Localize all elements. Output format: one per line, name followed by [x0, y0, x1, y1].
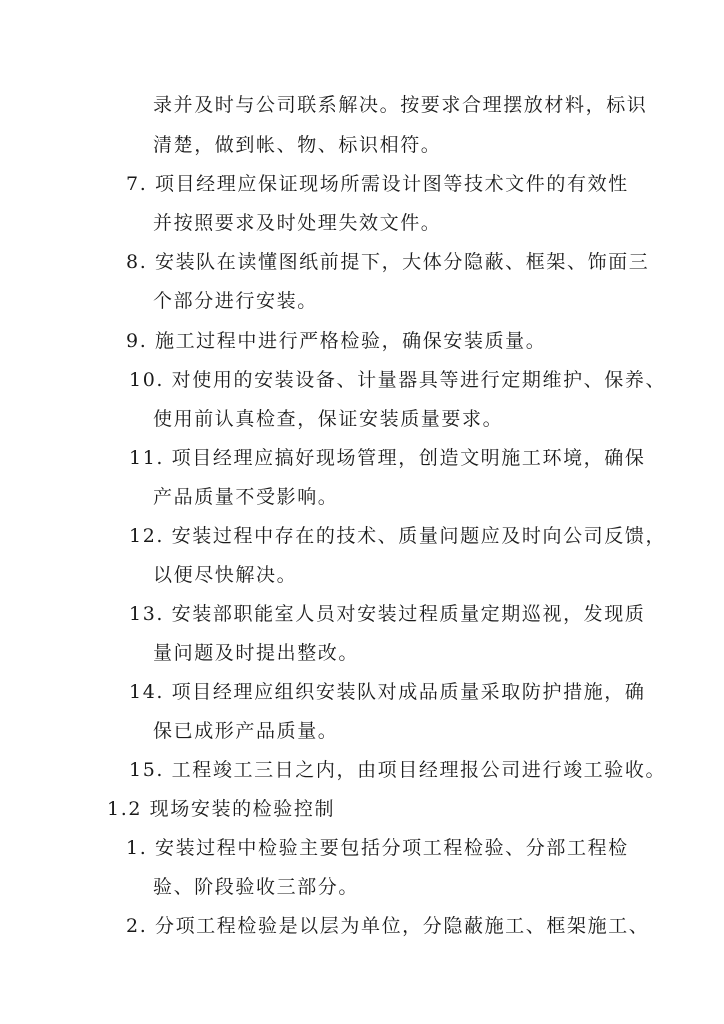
- list-text: 安装部职能室人员对安装过程质量定期巡视，发现质: [171, 603, 646, 625]
- section-number: 1.2: [107, 798, 143, 820]
- list-text: 工程竣工三日之内，由项目经理报公司进行竣工验收。: [171, 759, 667, 781]
- paragraph-line: 保已成形产品质量。: [153, 720, 339, 742]
- list-text: 对使用的安装设备、计量器具等进行定期维护、保养、: [171, 369, 667, 391]
- list-number: 14.: [129, 681, 165, 703]
- section-title: 现场安装的检验控制: [149, 798, 336, 820]
- list-item-13: [129, 602, 645, 626]
- list-number: 10.: [129, 369, 165, 391]
- list-text: 施工过程中进行严格检验，确保安装质量。: [154, 330, 547, 352]
- paragraph-line: 个部分进行安装。: [153, 290, 318, 312]
- list-item-7: [126, 172, 629, 196]
- paragraph-line: 量问题及时提出整改。: [153, 642, 360, 664]
- list-text: 安装队在读懂图纸前提下，大体分隐蔽、框架、饰面三: [154, 251, 650, 273]
- paragraph-line: 清楚，做到帐、物、标识相符。: [153, 134, 442, 156]
- list-number: 8.: [126, 251, 148, 273]
- list-item-10: [129, 368, 666, 392]
- list-text: 项目经理应保证现场所需设计图等技术文件的有效性: [154, 173, 629, 195]
- list-item-2: [126, 914, 649, 938]
- list-item-15: [129, 758, 666, 782]
- list-number: 13.: [129, 603, 165, 625]
- list-number: 15.: [129, 759, 165, 781]
- paragraph-line: 并按照要求及时处理失效文件。: [153, 212, 442, 234]
- paragraph-line: 录并及时与公司联系解决。按要求合理摆放材料，标识: [153, 94, 648, 116]
- list-number: 1.: [126, 837, 148, 859]
- list-item-12: [129, 524, 666, 548]
- list-number: 2.: [126, 915, 148, 937]
- list-text: 安装过程中存在的技术、质量问题应及时向公司反馈，: [171, 525, 667, 547]
- list-item-14: [129, 680, 645, 704]
- paragraph-line: 验、阶段验收三部分。: [153, 876, 360, 898]
- section-heading: [107, 797, 335, 821]
- list-text: 分项工程检验是以层为单位，分隐蔽施工、框架施工、: [154, 915, 650, 937]
- list-number: 9.: [126, 330, 148, 352]
- list-item-1: [126, 836, 629, 860]
- paragraph-line: 以便尽快解决。: [153, 564, 298, 586]
- list-number: 12.: [129, 525, 165, 547]
- list-text: 安装过程中检验主要包括分项工程检验、分部工程检: [154, 837, 629, 859]
- paragraph-line: 产品质量不受影响。: [153, 486, 339, 508]
- list-text: 项目经理应搞好现场管理，创造文明施工环境，确保: [171, 447, 646, 469]
- list-number: 7.: [126, 173, 148, 195]
- list-item-8: [126, 250, 649, 274]
- list-item-9: [126, 329, 546, 353]
- list-number: 11.: [129, 447, 165, 469]
- list-item-11: [129, 446, 645, 470]
- list-text: 项目经理应组织安装队对成品质量采取防护措施，确: [171, 681, 646, 703]
- paragraph-line: 使用前认真检查，保证安装质量要求。: [153, 408, 504, 430]
